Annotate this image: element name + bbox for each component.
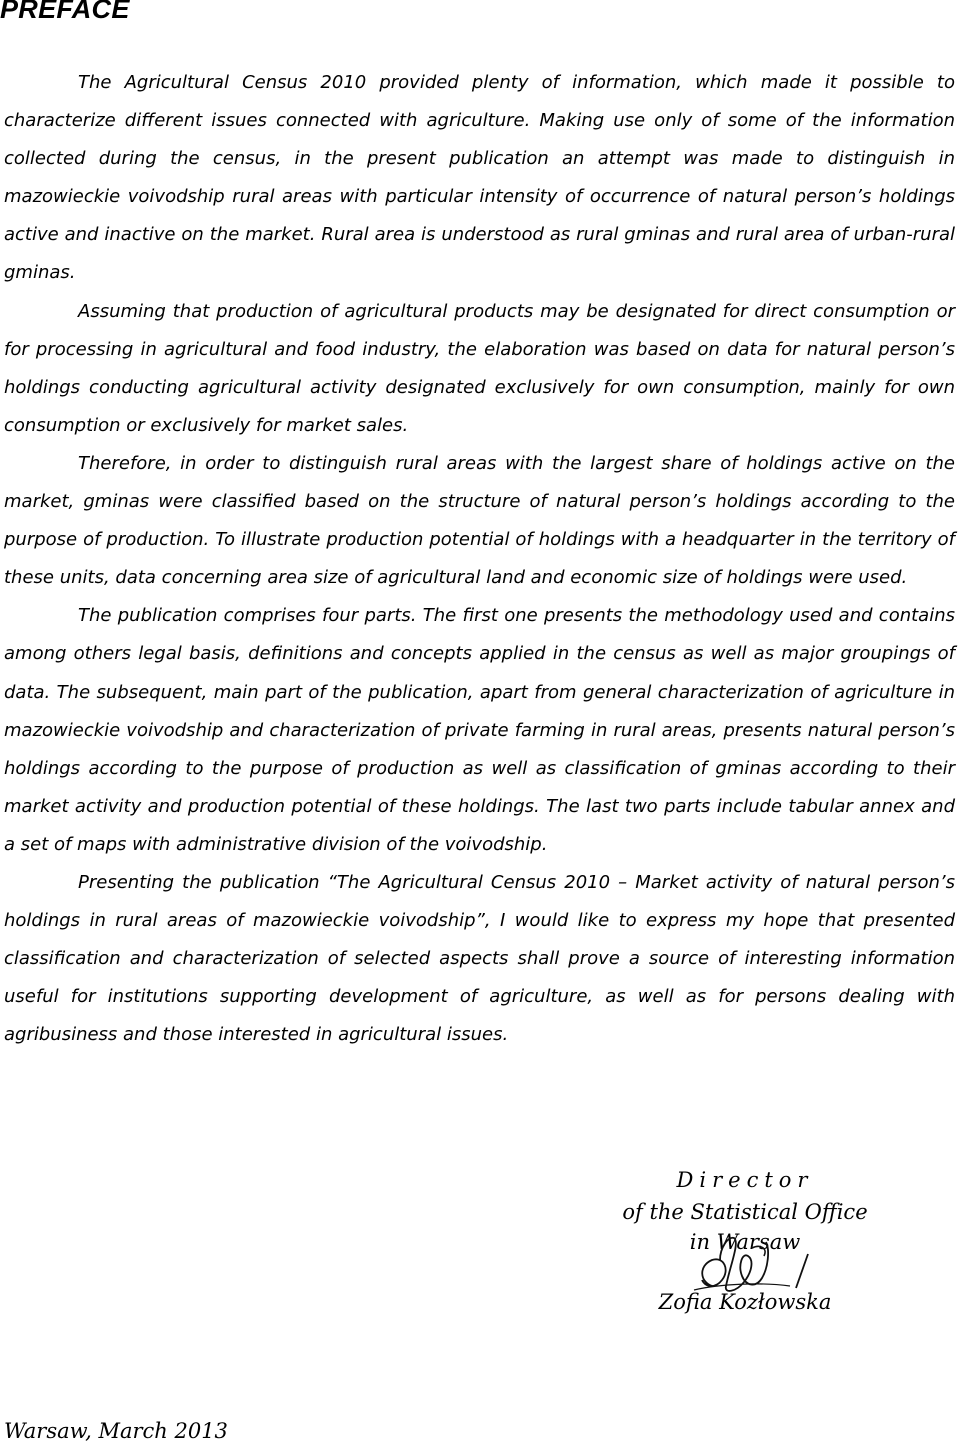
- paragraph-1: The Agricultural Census 2010 provided plenty of information, which made it possible to characterize different issues connected with agriculture. Making use only of some of the information collected during the census, in the present publication an attempt was made to distinguish in mazowieckie voivodship rural areas with particular intensity of occurrence of natural person’s holdings active and inactive on the market. Rural area is understood as rural gminas and rural area of urban-rural gminas.: [4, 72, 955, 284]
- paragraph-5: Presenting the publication “The Agricultural Census 2010 – Market activity of natural person’s holdings in rural areas of mazowieckie voivodship”, I would like to express my hope that presented classification and characterization of selected aspects shall prove a source of interesting information useful for institutions supporting development of agriculture, as well as for persons dealing with agribusiness and those interested in agricultural issues.: [4, 871, 955, 1046]
- paragraph-3: Therefore, in order to distinguish rural areas with the largest share of holdings active on the market, gminas were classified based on the structure of natural person’s holdings according to the purpose of production. To illustrate production potential of holdings with a headquarter in the territory of these units, data concerning area size of agricultural land and economic size of holdings were used.: [4, 452, 955, 589]
- page-title: PREFACE: [0, 0, 130, 24]
- signature-block: [610, 1164, 880, 1324]
- paragraph-2: Assuming that production of agricultural products may be designated for direct consumption or for processing in agricultural and food industry, the elaboration was based on data for natural person’s holdings conducting agricultural activity designated exclusively for own consumption, mainly for own consumption or exclusively for market sales.: [4, 300, 955, 436]
- preface-body: [4, 64, 955, 1054]
- signatory-name: Zofia Kozłowska: [658, 1290, 832, 1314]
- paragraph-4: The publication comprises four parts. The first one presents the methodology used and contains among others legal basis, definitions and concepts applied in the census as well as major groupings of data. The subsequent, main part of the publication, apart from general characterization of agriculture in mazowieckie voivodship and characterization of private farming in rural areas, presents natural person’s holdings according to the purpose of production as well as classification of gminas according to their market activity and production potential of these holdings. The last two parts include tabular annex and a set of maps with administrative division of the voivodship.: [4, 605, 955, 855]
- signatory-city: in Warsaw: [689, 1230, 801, 1254]
- signatory-role: Director: [676, 1168, 814, 1192]
- place-and-date: Warsaw, March 2013: [4, 1419, 228, 1443]
- handwritten-signature: [690, 1226, 830, 1298]
- signatory-office: of the Statistical Office: [622, 1200, 868, 1224]
